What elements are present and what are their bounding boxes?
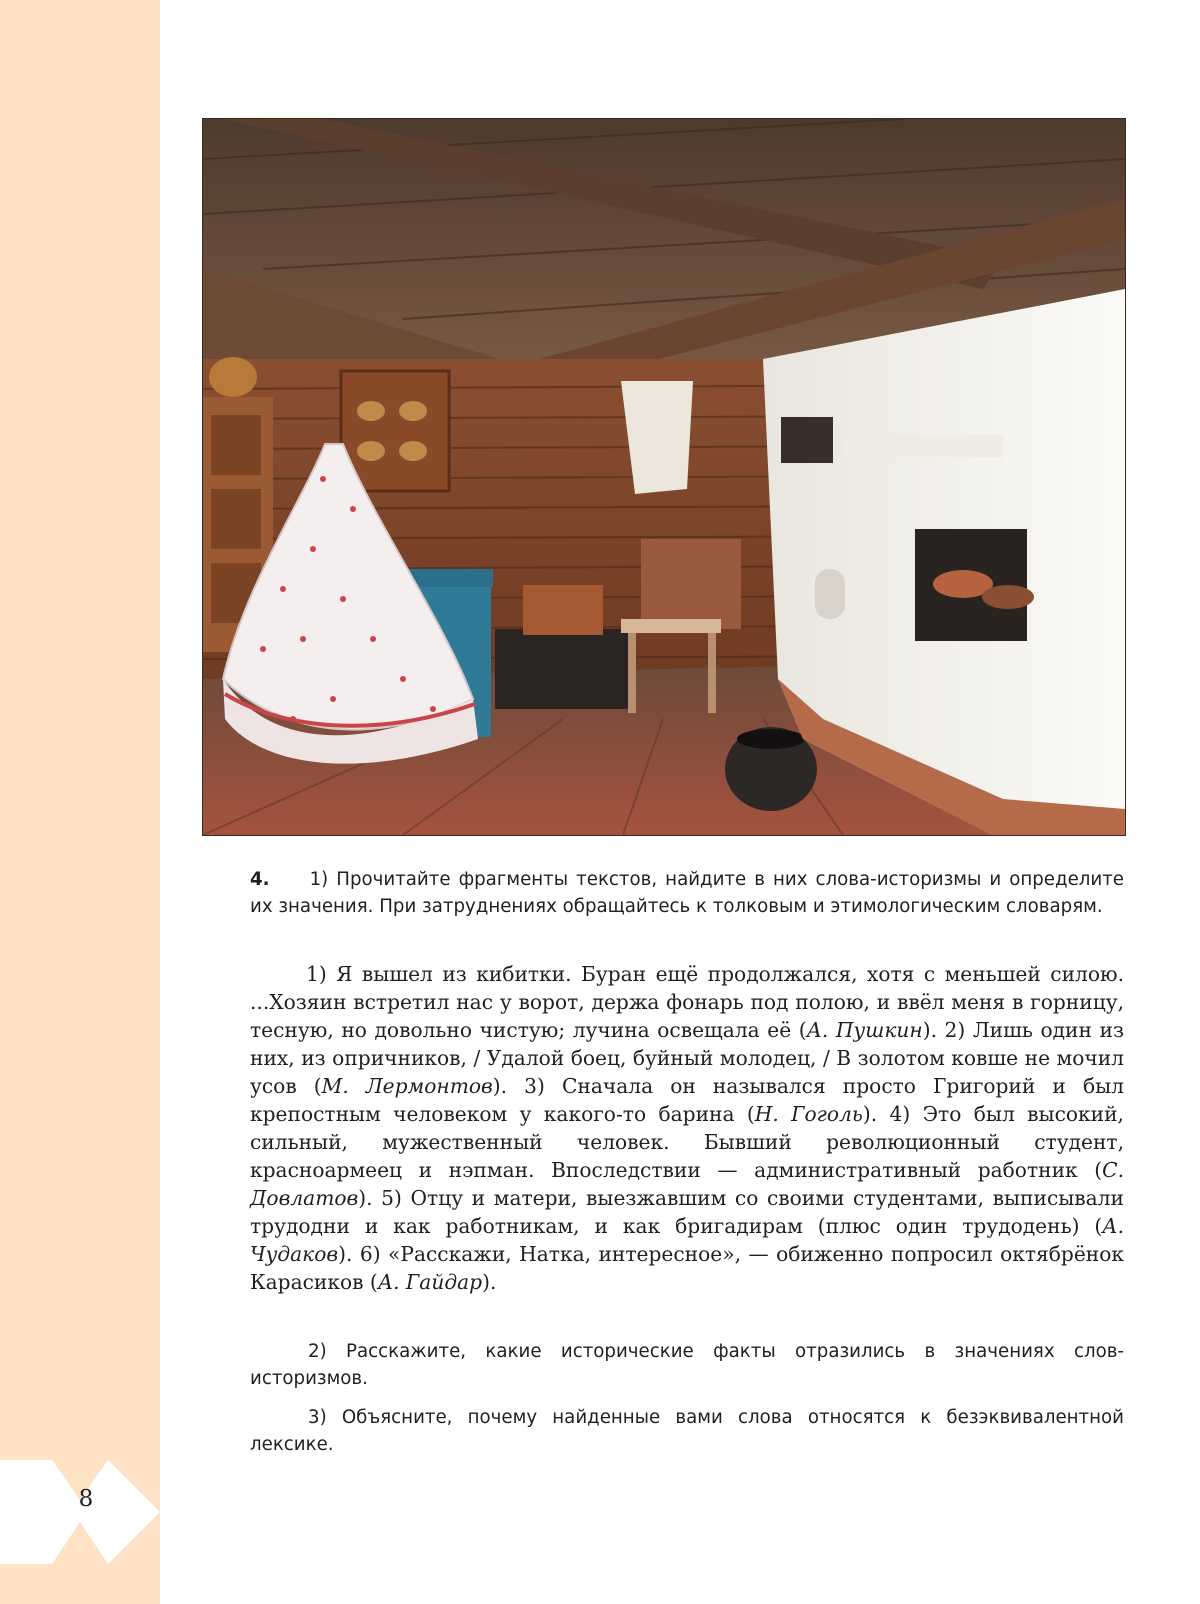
task-subquestion-3: 3) Объясните, почему найденные вами слова относятся к безэквивалентной лексике. — [250, 1407, 1124, 1455]
izba-interior-photo — [202, 118, 1126, 836]
task-4-intro — [250, 866, 1124, 920]
task-subquestion-2: 2) Расскажите, какие исторические факты отразились в значениях слов-историзмов. — [250, 1341, 1124, 1389]
task-number: 4. — [250, 869, 270, 890]
quote-author: С. Довлатов — [250, 1158, 1124, 1210]
quote-author: Н. Гоголь — [754, 1102, 863, 1126]
quote-text: ). 4) Это был высокий, сильный, мужественный человек. Бывший революционный студент, красноармеец и нэпман. Впоследствии — административный работник ( — [250, 1102, 1124, 1182]
quote-text: ). 3) Сначала он назывался просто Григорий и был крепостным человеком у какого-то барина ( — [250, 1074, 1124, 1126]
quote-text: ). 5) Отцу и матери, выезжавшим со своими студентами, выписывали трудодни и как работникам, и как бригадирам (плюс один трудодень) ( — [250, 1186, 1124, 1238]
quote-text: ). 2) Лишь один из них, из опричников, / Удалой боец, буйный молодец, / В золотом ковше не мочил усов ( — [250, 1018, 1124, 1098]
quote-text: ). — [482, 1270, 497, 1294]
quote-author: А. Пушкин — [806, 1018, 923, 1042]
task-quote-fragments — [250, 960, 1124, 1296]
quote-text: 1) Я вышел из кибитки. Буран ещё продолжался, хотя с меньшей силою. ...Хозяин встретил нас у ворот, держа фонарь под полою, и ввёл меня в горницу, тесную, но довольно чистую; лучина освещала её ( — [250, 962, 1124, 1042]
page-number: 8 — [78, 1486, 94, 1512]
quote-author: А. Чудаков — [250, 1214, 1124, 1266]
task-intro-text: 1) Прочитайте фрагменты текстов, найдите в них слова-историзмы и определите их значения. При затруднениях обращайтесь к толковым и этимологическим словарям. — [250, 869, 1124, 917]
quote-author: А. Гайдар — [377, 1270, 483, 1294]
quote-text: ). 6) «Расскажи, Натка, интересное», — обиженно попросил октябрёнок Карасиков ( — [250, 1242, 1124, 1294]
page-side-strip — [0, 0, 160, 1604]
quote-author: М. Лермонтов — [321, 1074, 493, 1098]
